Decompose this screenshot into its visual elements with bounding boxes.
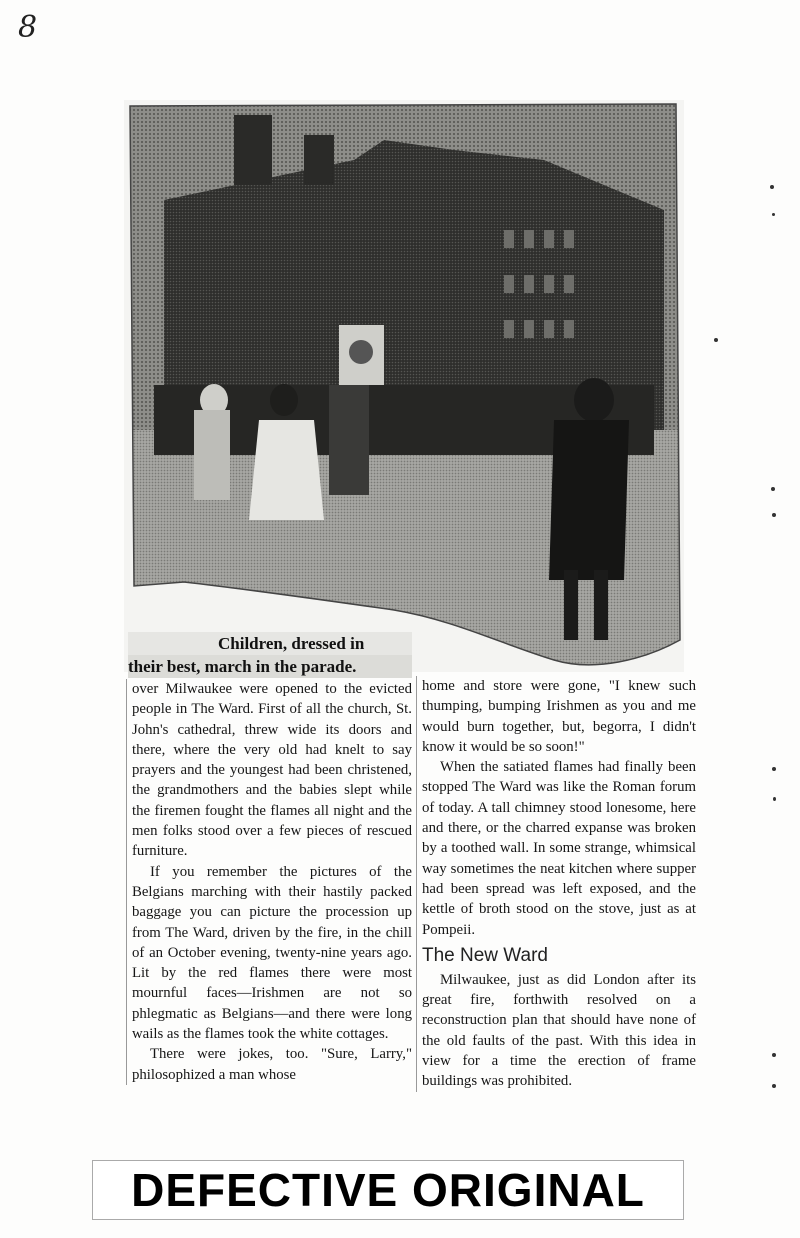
scan-speck [772,513,776,517]
page-number: 8 [18,10,38,45]
scan-speck [770,185,774,189]
photo-caption [128,632,412,678]
article-column-right [422,676,696,1092]
scan-speck [772,767,776,771]
scan-speck [772,1053,776,1057]
scan-speck [714,338,718,342]
scan-speck [772,213,775,216]
scan-speck [773,797,776,801]
scan-speck [772,1084,776,1088]
defective-original-stamp [92,1160,684,1220]
scan-speck [771,487,775,491]
section-subhead: The New Ward [422,944,548,966]
photo-illustration [124,100,684,672]
article-paragraph: When the satiated flames had finally been stopped The Ward was like the Roman forum of today. A tall chimney stood lonesome, here and there, or the charred expanse was broken by a toothed wall. In some strange, whimsical way sometimes the neat kitchen where supper had been spread was left exposed, and the kettle of broth stood on the stove, just as at Pompeii. [422,759,696,938]
article-paragraph: home and store were gone, "I knew such thumping, bumping Irishmen as you and me would burn together, but, begorra, I didn't know it would be so soon!" [422,678,696,755]
caption-line-2: their best, march in the parade. [128,655,412,678]
caption-line-1: Children, dressed in [128,632,412,655]
stamp-text: DEFECTIVE ORIGINAL [131,1164,645,1216]
parade-photograph [124,100,684,672]
article-paragraph: Milwaukee, just as did London after its great fire, forthwith resolved on a reconstruction plan that should have none of the old faults of the past. With this idea in view for a time the erection of frame buildings was prohibited. [422,971,696,1090]
article-column-left [132,679,412,1085]
article-paragraph: over Milwaukee were opened to the evicted people in The Ward. First of all the church, St. John's cathedral, threw wide its doors and there, where the very old had knelt to say prayers and the youngest had been christened, the grandmothers and the babies slept while the firemen fought the flames all night and the men folks stood over a few pieces of rescued furniture. [132,681,412,860]
article-paragraph: If you remember the pictures of the Belgians marching with their hastily packed baggage you can picture the procession up from The Ward, driven by the fire, in the chill of an October evening, twenty-nine years ago. Lit by the red flames there were most mournful faces—Irishmen are not so phlegmatic as Belgians—and there were long wails as the flames took the white cottages. [132,863,412,1043]
article-paragraph: There were jokes, too. "Sure, Larry," philosophized a man whose [132,1046,412,1083]
